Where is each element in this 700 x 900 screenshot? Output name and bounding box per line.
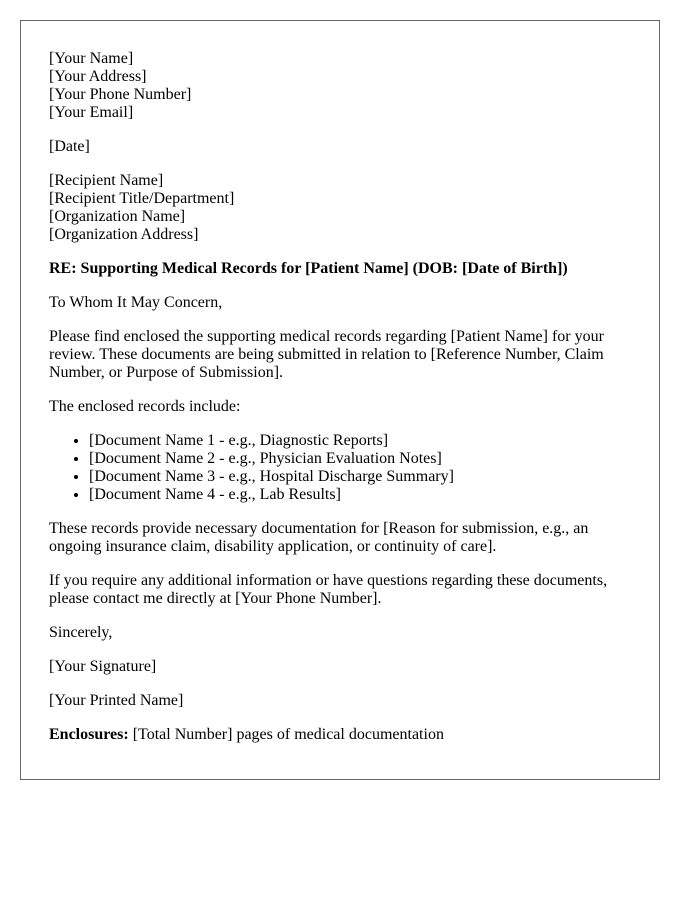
recipient-block	[49, 172, 631, 244]
intro-paragraph: Please find enclosed the supporting medical records regarding [Patient Name] for your review. These documents are being submitted in relation to [Reference Number, Claim Number, or Purpose of Submission].	[49, 328, 604, 381]
sender-block	[49, 50, 631, 122]
signature: [Your Signature]	[49, 658, 157, 675]
printed-name: [Your Printed Name]	[49, 692, 184, 709]
sender-address: [Your Address]	[49, 68, 147, 85]
enclosures-line	[49, 726, 631, 744]
recipient-title: [Recipient Title/Department]	[49, 190, 235, 207]
enclosures-text: [Total Number] pages of medical documentation	[132, 726, 444, 743]
recipient-name: [Recipient Name]	[49, 172, 164, 189]
sender-name: [Your Name]	[49, 50, 134, 67]
records-intro: The enclosed records include:	[49, 398, 241, 415]
contact-paragraph: If you require any additional information or have questions regarding these documents, please contact me directly at [Your Phone Number].	[49, 572, 608, 607]
sender-phone: [Your Phone Number]	[49, 86, 192, 103]
closing: Sincerely,	[49, 624, 113, 641]
letter-date: [Date]	[49, 138, 90, 155]
list-item: • [Document Name 2 - e.g., Physician Evaluation Notes]	[89, 450, 631, 468]
recipient-address: [Organization Address]	[49, 226, 199, 243]
letter-page	[20, 20, 660, 780]
records-list	[49, 432, 631, 504]
list-item: • [Document Name 3 - e.g., Hospital Discharge Summary]	[89, 468, 631, 486]
salutation: To Whom It May Concern,	[49, 294, 223, 311]
list-item: • [Document Name 4 - e.g., Lab Results]	[89, 486, 631, 504]
recipient-organization: [Organization Name]	[49, 208, 186, 225]
sender-email: [Your Email]	[49, 104, 134, 121]
purpose-paragraph: These records provide necessary documentation for [Reason for submission, e.g., an ongoing insurance claim, disability application, or continuity of care].	[49, 520, 589, 555]
date-block	[49, 138, 631, 156]
subject-line: RE: Supporting Medical Records for [Patient Name] (DOB: [Date of Birth])	[49, 260, 568, 277]
enclosures-label: Enclosures:	[49, 726, 129, 743]
list-item: • [Document Name 1 - e.g., Diagnostic Reports]	[89, 432, 631, 450]
